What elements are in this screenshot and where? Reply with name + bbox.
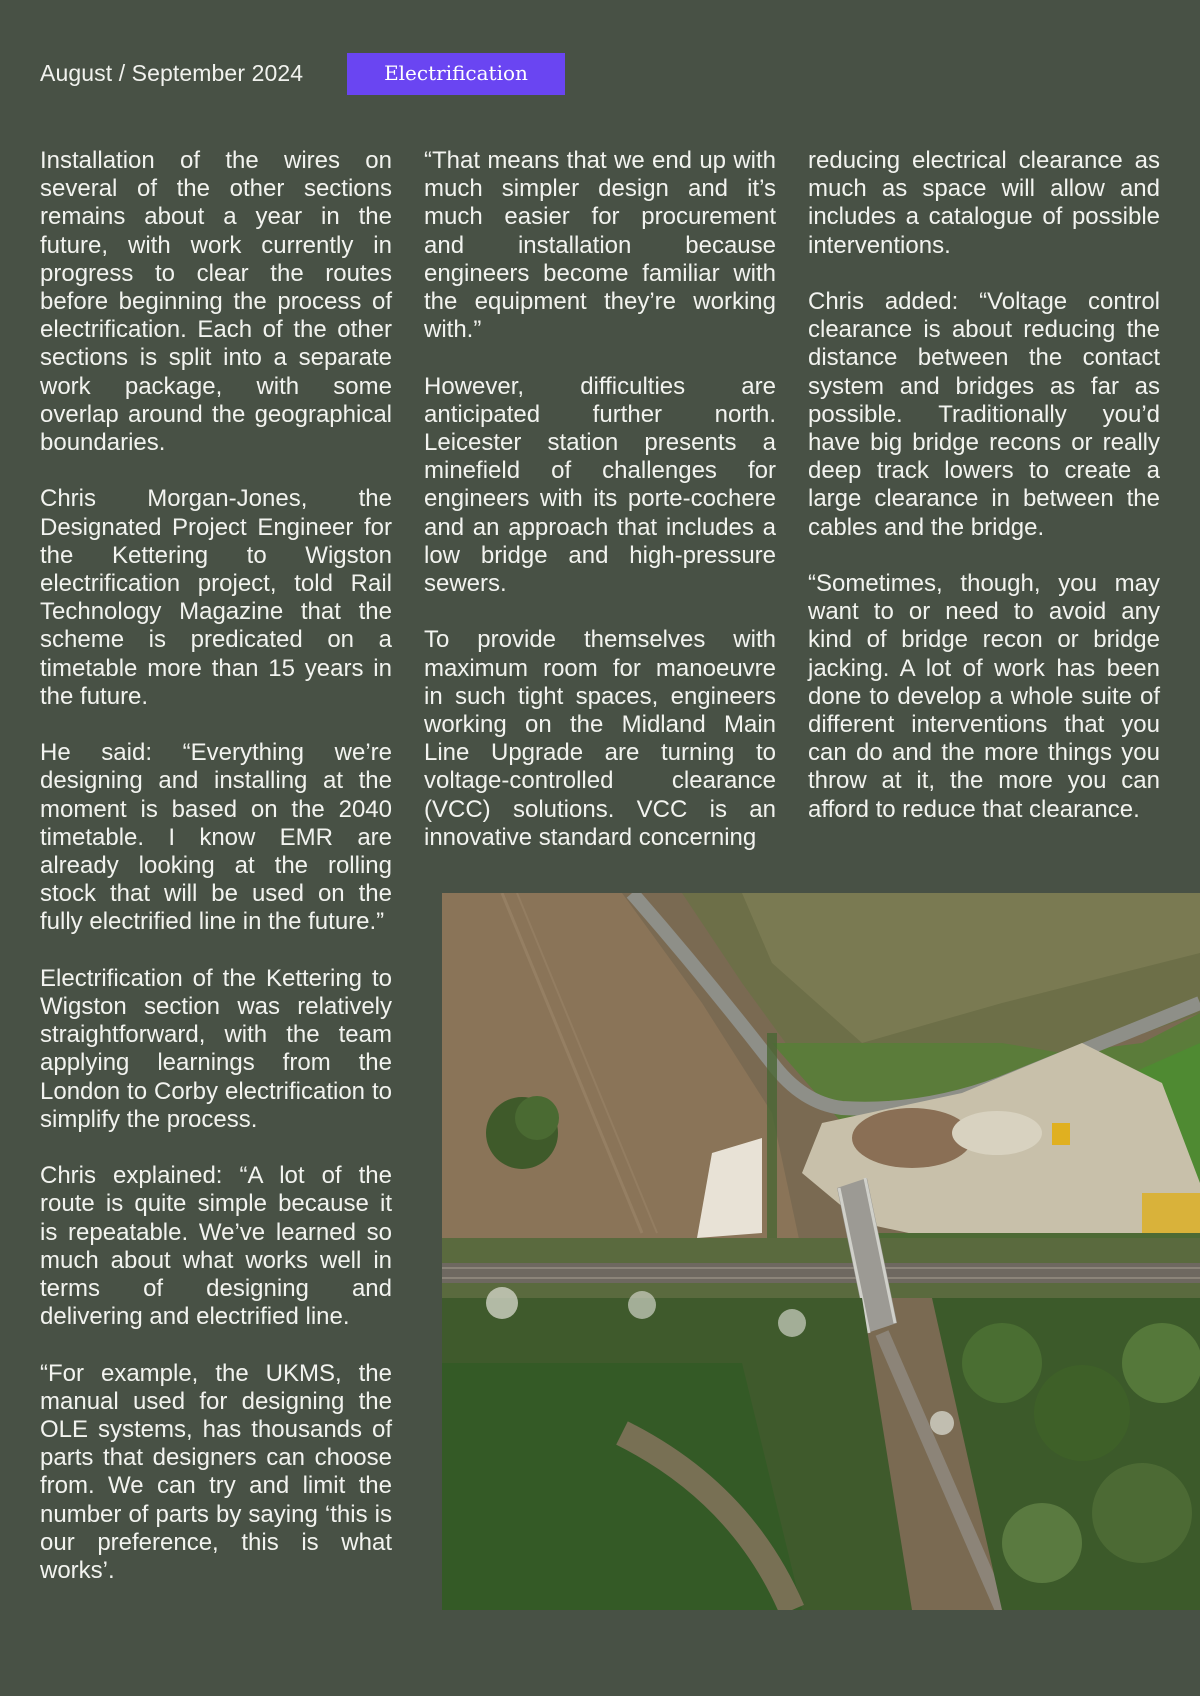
paragraph: “That means that we end up with much simpler design and it’s much easier for procurement and installation because engineers become familiar with the equipment they’re working with.”	[424, 147, 776, 344]
aerial-photo-illustration	[442, 893, 1200, 1610]
paragraph: Chris Morgan-Jones, the Designated Project Engineer for the Kettering to Wigston electrification project, told Rail Technology Magazine that the scheme is predicated on a timetable more than 15 years in the future.	[40, 485, 392, 710]
paragraph: Chris added: “Voltage control clearance is about reducing the distance between the contact system and bridges as far as possible. Traditionally you’d have big bridge recons or really deep track lowers to create a large clearance in between the cables and the bridge.	[808, 288, 1160, 541]
paragraph: To provide themselves with maximum room for manoeuvre in such tight spaces, engineers working on the Midland Main Line Upgrade are turning to voltage-controlled clearance (VCC) solutions. VCC is an innovative standard concerning	[424, 626, 776, 851]
article-column-2	[424, 147, 776, 852]
paragraph: “For example, the UKMS, the manual used for designing the OLE systems, has thousands of parts that designers can choose from. We can try and limit the number of parts by saying ‘this is our preference, this is what works’.	[40, 1359, 392, 1585]
paragraph: Chris explained: “A lot of the route is quite simple because it is repeatable. We’ve learned so much about what works well in terms of designing and delivering and electrified line.	[40, 1162, 392, 1331]
paragraph: Installation of the wires on several of the other sections remains about a year in the future, with work currently in progress to clear the routes before beginning the process of electrification. Each of the other sections is split into a separate work package, with some overlap around the geographical boundaries.	[40, 147, 392, 457]
issue-date: August / September 2024	[40, 60, 304, 86]
paragraph: Electrification of the Kettering to Wigston section was relatively straightforward, with the team applying learnings from the London to Corby electrification to simplify the process.	[40, 964, 392, 1133]
paragraph: He said: “Everything we’re designing and installing at the moment is based on the 2040 timetable. I know EMR are already looking at the rolling stock that will be used on the fully electrified line in the future.”	[40, 739, 392, 936]
paragraph: However, difficulties are anticipated further north. Leicester station presents a minefield of challenges for engineers with its porte-cochere and an approach that includes a low bridge and high-pressure sewers.	[424, 372, 776, 598]
article-column-1	[40, 147, 392, 1585]
article-column-3	[808, 147, 1160, 824]
paragraph: reducing electrical clearance as much as space will allow and includes a catalogue of possible interventions.	[808, 147, 1160, 259]
aerial-photo-railway-bridge	[442, 893, 1200, 1610]
paragraph: “Sometimes, though, you may want to or need to avoid any kind of bridge recon or bridge jacking. A lot of work has been done to develop a whole suite of different interventions that you can do and the more things you throw at it, the more you can afford to reduce that clearance.	[808, 570, 1160, 823]
section-badge: Electrification	[347, 53, 565, 95]
